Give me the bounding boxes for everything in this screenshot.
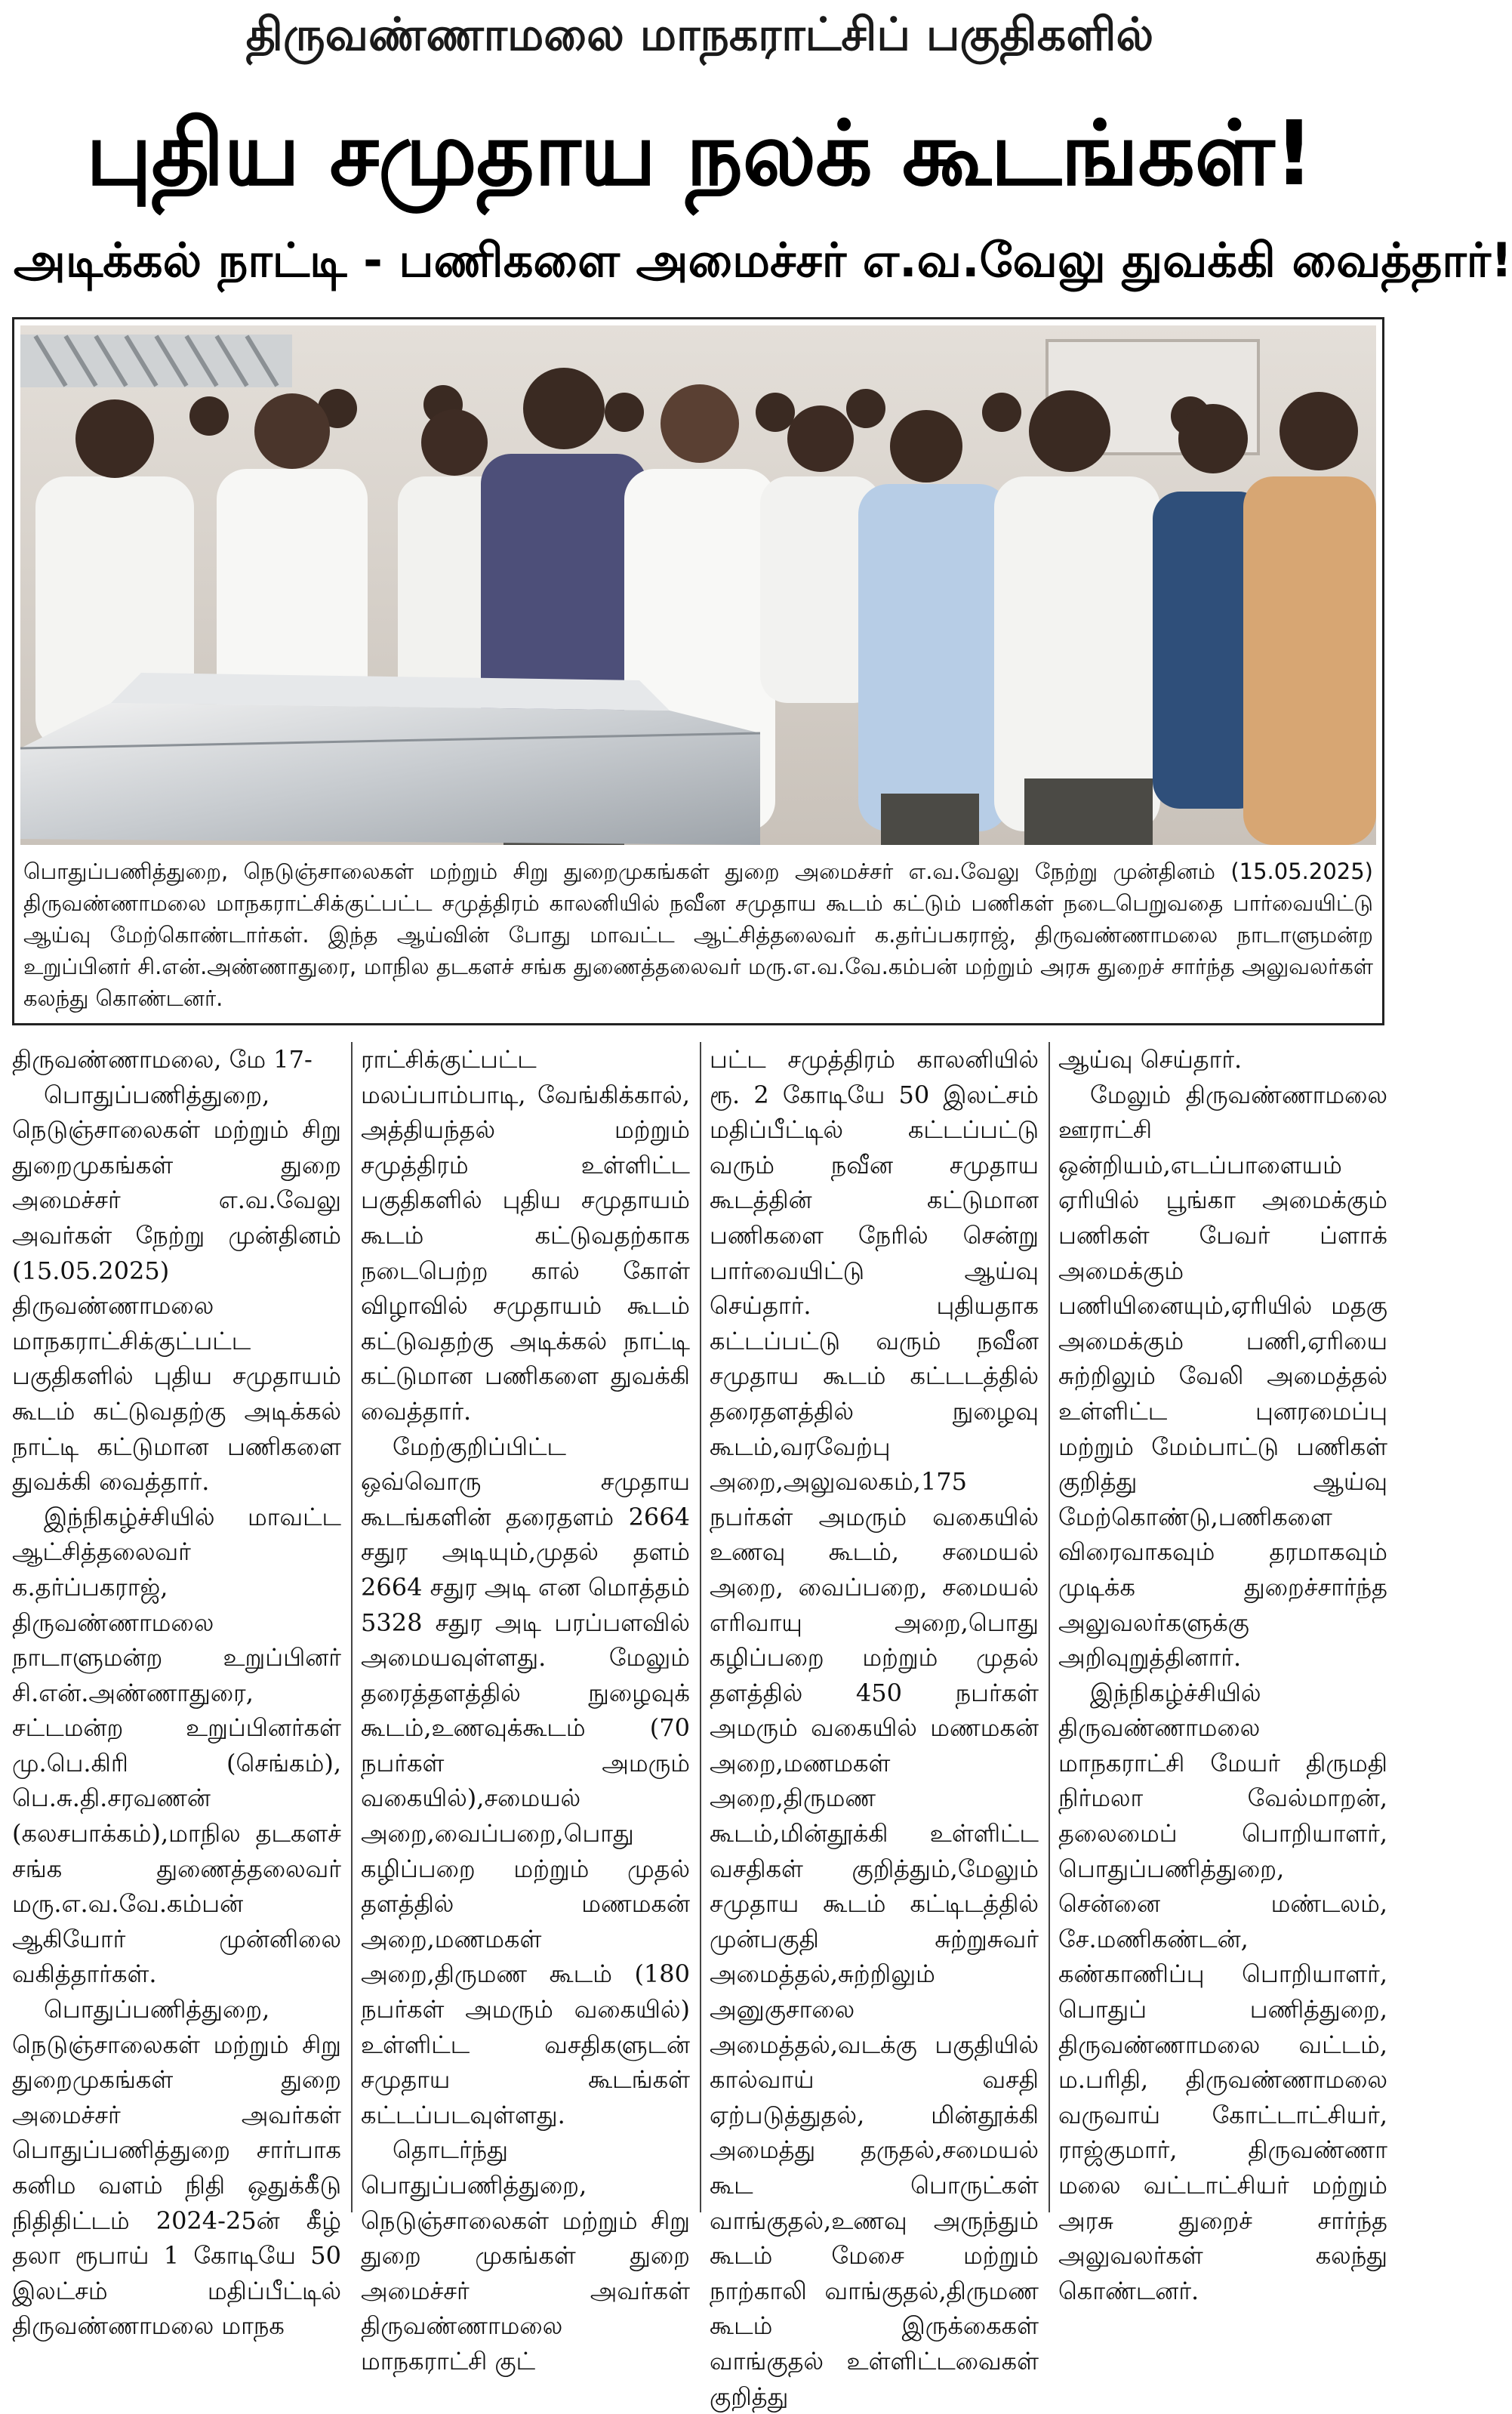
column-divider bbox=[1049, 1042, 1050, 2212]
paragraph: பட்ட சமுத்திரம் காலனியில் ரூ. 2 கோடியே 50 இலட்சம் மதிப்பீட்டில் கட்டப்பட்டு வரும் நவீன சமுதாய கூடத்தின் கட்டுமான பணிகளை நேரில் சென்று பார்வையிட்டு ஆய்வு செய்தார். புதியதாக கட்டப்பட்டு வரும் நவீன சமுதாய கூடம் கட்டடத்தில் தரைதளத்தில் நுழைவு கூடம்,வரவேற்பு அறை,அலுவலகம்,175 நபர்கள் அமரும் வகையில் உணவு கூடம், சமையல் அறை, வைப்பறை, சமையல் எரிவாயு அறை,பொது கழிப்பறை மற்றும் முதல் தளத்தில் 450 நபர்கள் அமரும் வகையில் மணமகன் அறை,மணமகள் அறை,திருமண கூடம்,மின்தூக்கி உள்ளிட்ட வசதிகள் குறித்தும்,மேலும் சமுதாய கூடம் கட்டிடத்தில் முன்பகுதி சுற்றுசுவர் அமைத்தல்,சுற்றிலும் அனுகுசாலை அமைத்தல்,வடக்கு பகுதியில் கால்வாய் வசதி ஏற்படுத்துதல், மின்தூக்கி அமைத்து தருதல்,சமையல் கூட பொருட்கள் வாங்குதல்,உணவு அருந்தும் கூடம் மேசை மற்றும் நாற்காலி வாங்குதல்,திருமண கூடம் இருக்கைகள் வாங்குதல் உள்ளிட்டவைகள் குறித்து bbox=[710, 1045, 1039, 2411]
paragraph: மேலும் திருவண்ணாமலை ஊராட்சி ஒன்றியம்,எடப்பாளையம் ஏரியில் பூங்கா அமைக்கும் பணிகள் பேவர் ப்ளாக் அமைக்கும் பணியினையும்,ஏரியில் மதகு அமைக்கும் பணி,ஏரியை சுற்றிலும் வேலி அமைத்தல் உள்ளிட்ட புனரமைப்பு மற்றும் மேம்பாட்டு பணிகள் குறித்து ஆய்வு மேற்கொண்டு,பணிகளை விரைவாகவும் தரமாகவும் முடிக்க துறைச்சார்ந்த அலுவலர்களுக்கு அறிவுறுத்தினார். bbox=[1058, 1080, 1387, 1673]
article-body bbox=[12, 1042, 1387, 2411]
article-deck: அடிக்கல் நாட்டி - பணிகளை அமைச்சர் எ.வ.வேலு துவக்கி வைத்தார்! bbox=[14, 233, 1512, 288]
paragraph: ஆய்வு செய்தார். bbox=[1058, 1045, 1243, 1074]
article-column-2 bbox=[361, 1042, 690, 2375]
paragraph: தொடர்ந்து பொதுப்பணித்துறை, நெடுஞ்சாலைகள் மற்றும் சிறு துறை முகங்கள் துறை அமைச்சர் அவர்கள் திருவண்ணாமலை மாநகராட்சி குட் bbox=[361, 2135, 690, 2375]
photo-caption: பொதுப்பணித்துறை, நெடுஞ்சாலைகள் மற்றும் சிறு துறைமுகங்கள் துறை அமைச்சர் எ.வ.வேலு நேற்று முன்தினம் (15.05.2025) திருவண்ணாமலை மாநகராட்சிக்குட்பட்ட சமுத்திரம் காலனியில் நவீன சமுதாய கூடம் கட்டும் பணிகள் நடைபெறுவதை பார்வையிட்டு ஆய்வு மேற்கொண்டார்கள். இந்த ஆய்வின் போது மாவட்ட ஆட்சித்தலைவர் க.தர்ப்பகராஜ், திருவண்ணாமலை நாடாளுமன்ற உறுப்பினர் சி.என்.அண்ணாதுரை, மாநில தடகளச் சங்க துணைத்தலைவர் மரு.எ.வ.வே.கம்பன் மற்றும் அரசு துறைச் சார்ந்த அலுவலர்கள் கலந்து கொண்டனர். bbox=[23, 859, 1373, 1011]
paragraph: இந்நிகழ்ச்சியில் மாவட்ட ஆட்சித்தலைவர் க.தர்ப்பகராஜ், திருவண்ணாமலை நாடாளுமன்ற உறுப்பினர் சி.என்.அண்ணாதுரை, சட்டமன்ற உறுப்பினர்கள் மு.பெ.கிரி (செங்கம்), பெ.சு.தி.சரவணன் (கலசபாக்கம்),மாநில தடகளச் சங்க துணைத்தலைவர் மரு.எ.வ.வே.கம்பன் ஆகியோர் முன்னிலை வகித்தார்கள். bbox=[12, 1502, 341, 1989]
news-photo-illustration bbox=[20, 325, 1376, 845]
dateline: திருவண்ணாமலை, மே 17- bbox=[12, 1045, 313, 1074]
photo-box bbox=[12, 317, 1384, 1025]
paragraph: பொதுப்பணித்துறை, நெடுஞ்சாலைகள் மற்றும் சிறு துறைமுகங்கள் துறை அமைச்சர் அவர்கள் பொதுப்பணித்துறை சார்பாக கனிம வளம் நிதி ஒதுக்கீடு நிதிதிட்டம் 2024-25ன் கீழ் தலா ரூபாய் 1 கோடியே 50 இலட்சம் மதிப்பீட்டில் திருவண்ணாமலை மாநக bbox=[12, 1995, 341, 2341]
paragraph: ராட்சிக்குட்பட்ட மலப்பாம்பாடி, வேங்கிக்கால், அத்தியந்தல் மற்றும் சமுத்திரம் உள்ளிட்ட பகுதிகளில் புதிய சமுதாயம் கூடம் கட்டுவதற்காக நடைபெற்ற கால் கோள் விழாவில் சமுதாயம் கூடம் கட்டுவதற்கு அடிக்கல் நாட்டி கட்டுமான பணிகளை துவக்கி வைத்தார். bbox=[361, 1045, 690, 1426]
article-column-4 bbox=[1058, 1042, 1387, 2305]
news-photo bbox=[20, 325, 1376, 845]
paragraph: மேற்குறிப்பிட்ட ஒவ்வொரு சமுதாய கூடங்களின் தரைதளம் 2664 சதுர அடியும்,முதல் தளம் 2664 சதுர அடி என மொத்தம் 5328 சதுர அடி பரப்பளவில் அமையவுள்ளது. மேலும் தரைத்தளத்தில் நுழைவுக் கூடம்,உணவுக்கூடம் (70 நபர்கள் அமரும் வகையில்),சமையல் அறை,வைப்பறை,பொது கழிப்பறை மற்றும் முதல் தளத்தில் மணமகன் அறை,மணமகள் அறை,திருமண கூடம் (180 நபர்கள் அமரும் வகையில்) உள்ளிட்ட வசதிகளுடன் சமுதாய கூடங்கள் கட்டப்படவுள்ளது. bbox=[361, 1432, 690, 2129]
article-column-1 bbox=[12, 1042, 341, 2341]
article-column-3 bbox=[710, 1042, 1039, 2411]
article-kicker: திருவண்ணாமலை மாநகராட்சிப் பகுதிகளில் bbox=[245, 8, 1154, 61]
paragraph: பொதுப்பணித்துறை, நெடுஞ்சாலைகள் மற்றும் சிறு துறைமுகங்கள் துறை அமைச்சர் எ.வ.வேலு அவர்கள் நேற்று முன்தினம் (15.05.2025) திருவண்ணாமலை மாநகராட்சிக்குட்பட்ட பகுதிகளில் புதிய சமுதாயம் கூடம் கட்டுவதற்கு அடிக்கல் நாட்டி கட்டுமான பணிகளை துவக்கி வைத்தார். bbox=[12, 1080, 341, 1497]
column-divider bbox=[351, 1042, 353, 2212]
paragraph: இந்நிகழ்ச்சியில் திருவண்ணாமலை மாநகராட்சி மேயர் திருமதி நிர்மலா வேல்மாறன், தலைமைப் பொறியாளர், பொதுப்பணித்துறை, சென்னை மண்டலம், சே.மணிகண்டன், கண்காணிப்பு பொறியாளர், பொதுப் பணித்துறை, திருவண்ணாமலை வட்டம், ம.பரிதி, திருவண்ணாமலை வருவாய் கோட்டாட்சியர், ராஜ்குமார், திருவண்ணா மலை வட்டாட்சியர் மற்றும் அரசு துறைச் சார்ந்த அலுவலர்கள் கலந்து கொண்டனர். bbox=[1058, 1678, 1387, 2305]
article-headline: புதிய சமுதாய நலக் கூடங்கள்! bbox=[85, 101, 1314, 205]
column-divider bbox=[700, 1042, 701, 2212]
